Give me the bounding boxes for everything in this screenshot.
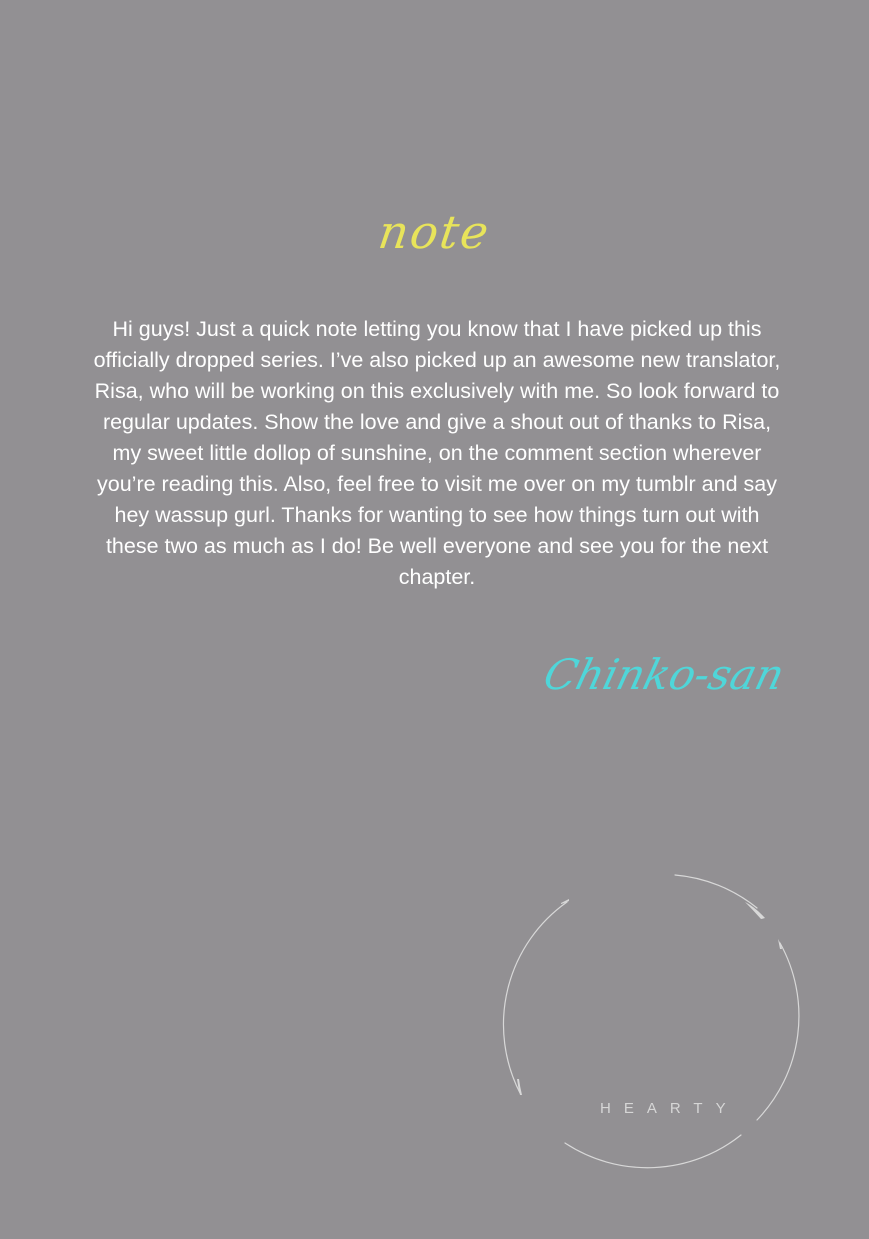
- signature: Chinko-san: [538, 650, 790, 699]
- note-body: Hi guys! Just a quick note letting you know that I have picked up this officially dropped series. I’ve also picked up an awesome new translator, Risa, who will be working on this exclusively with me. So look forward to regular updates. Show the love and give a shout out of thanks to Risa, my sweet little dollop of sunshine, on the comment section wherever you’re reading this. Also, feel free to visit me over on my tumblr and say hey wassup gurl. Thanks for wanting to see how things turn out with these two as much as I do! Be well everyone and see you for the next chapter.: [93, 317, 781, 589]
- logo-arc-right: [757, 943, 799, 1120]
- hearty-circle-logo: [495, 865, 815, 1185]
- hearty-logo-text: HEARTY: [600, 1100, 739, 1117]
- logo-brush-stroke-1: [745, 902, 765, 919]
- logo-brush-stroke-2: [778, 939, 782, 949]
- logo-brush-stroke-3: [517, 1079, 522, 1095]
- logo-arc-main: [675, 875, 757, 908]
- logo-arc-left: [503, 902, 567, 1093]
- note-title: note: [375, 205, 494, 259]
- logo-arc-bottom: [565, 1135, 741, 1168]
